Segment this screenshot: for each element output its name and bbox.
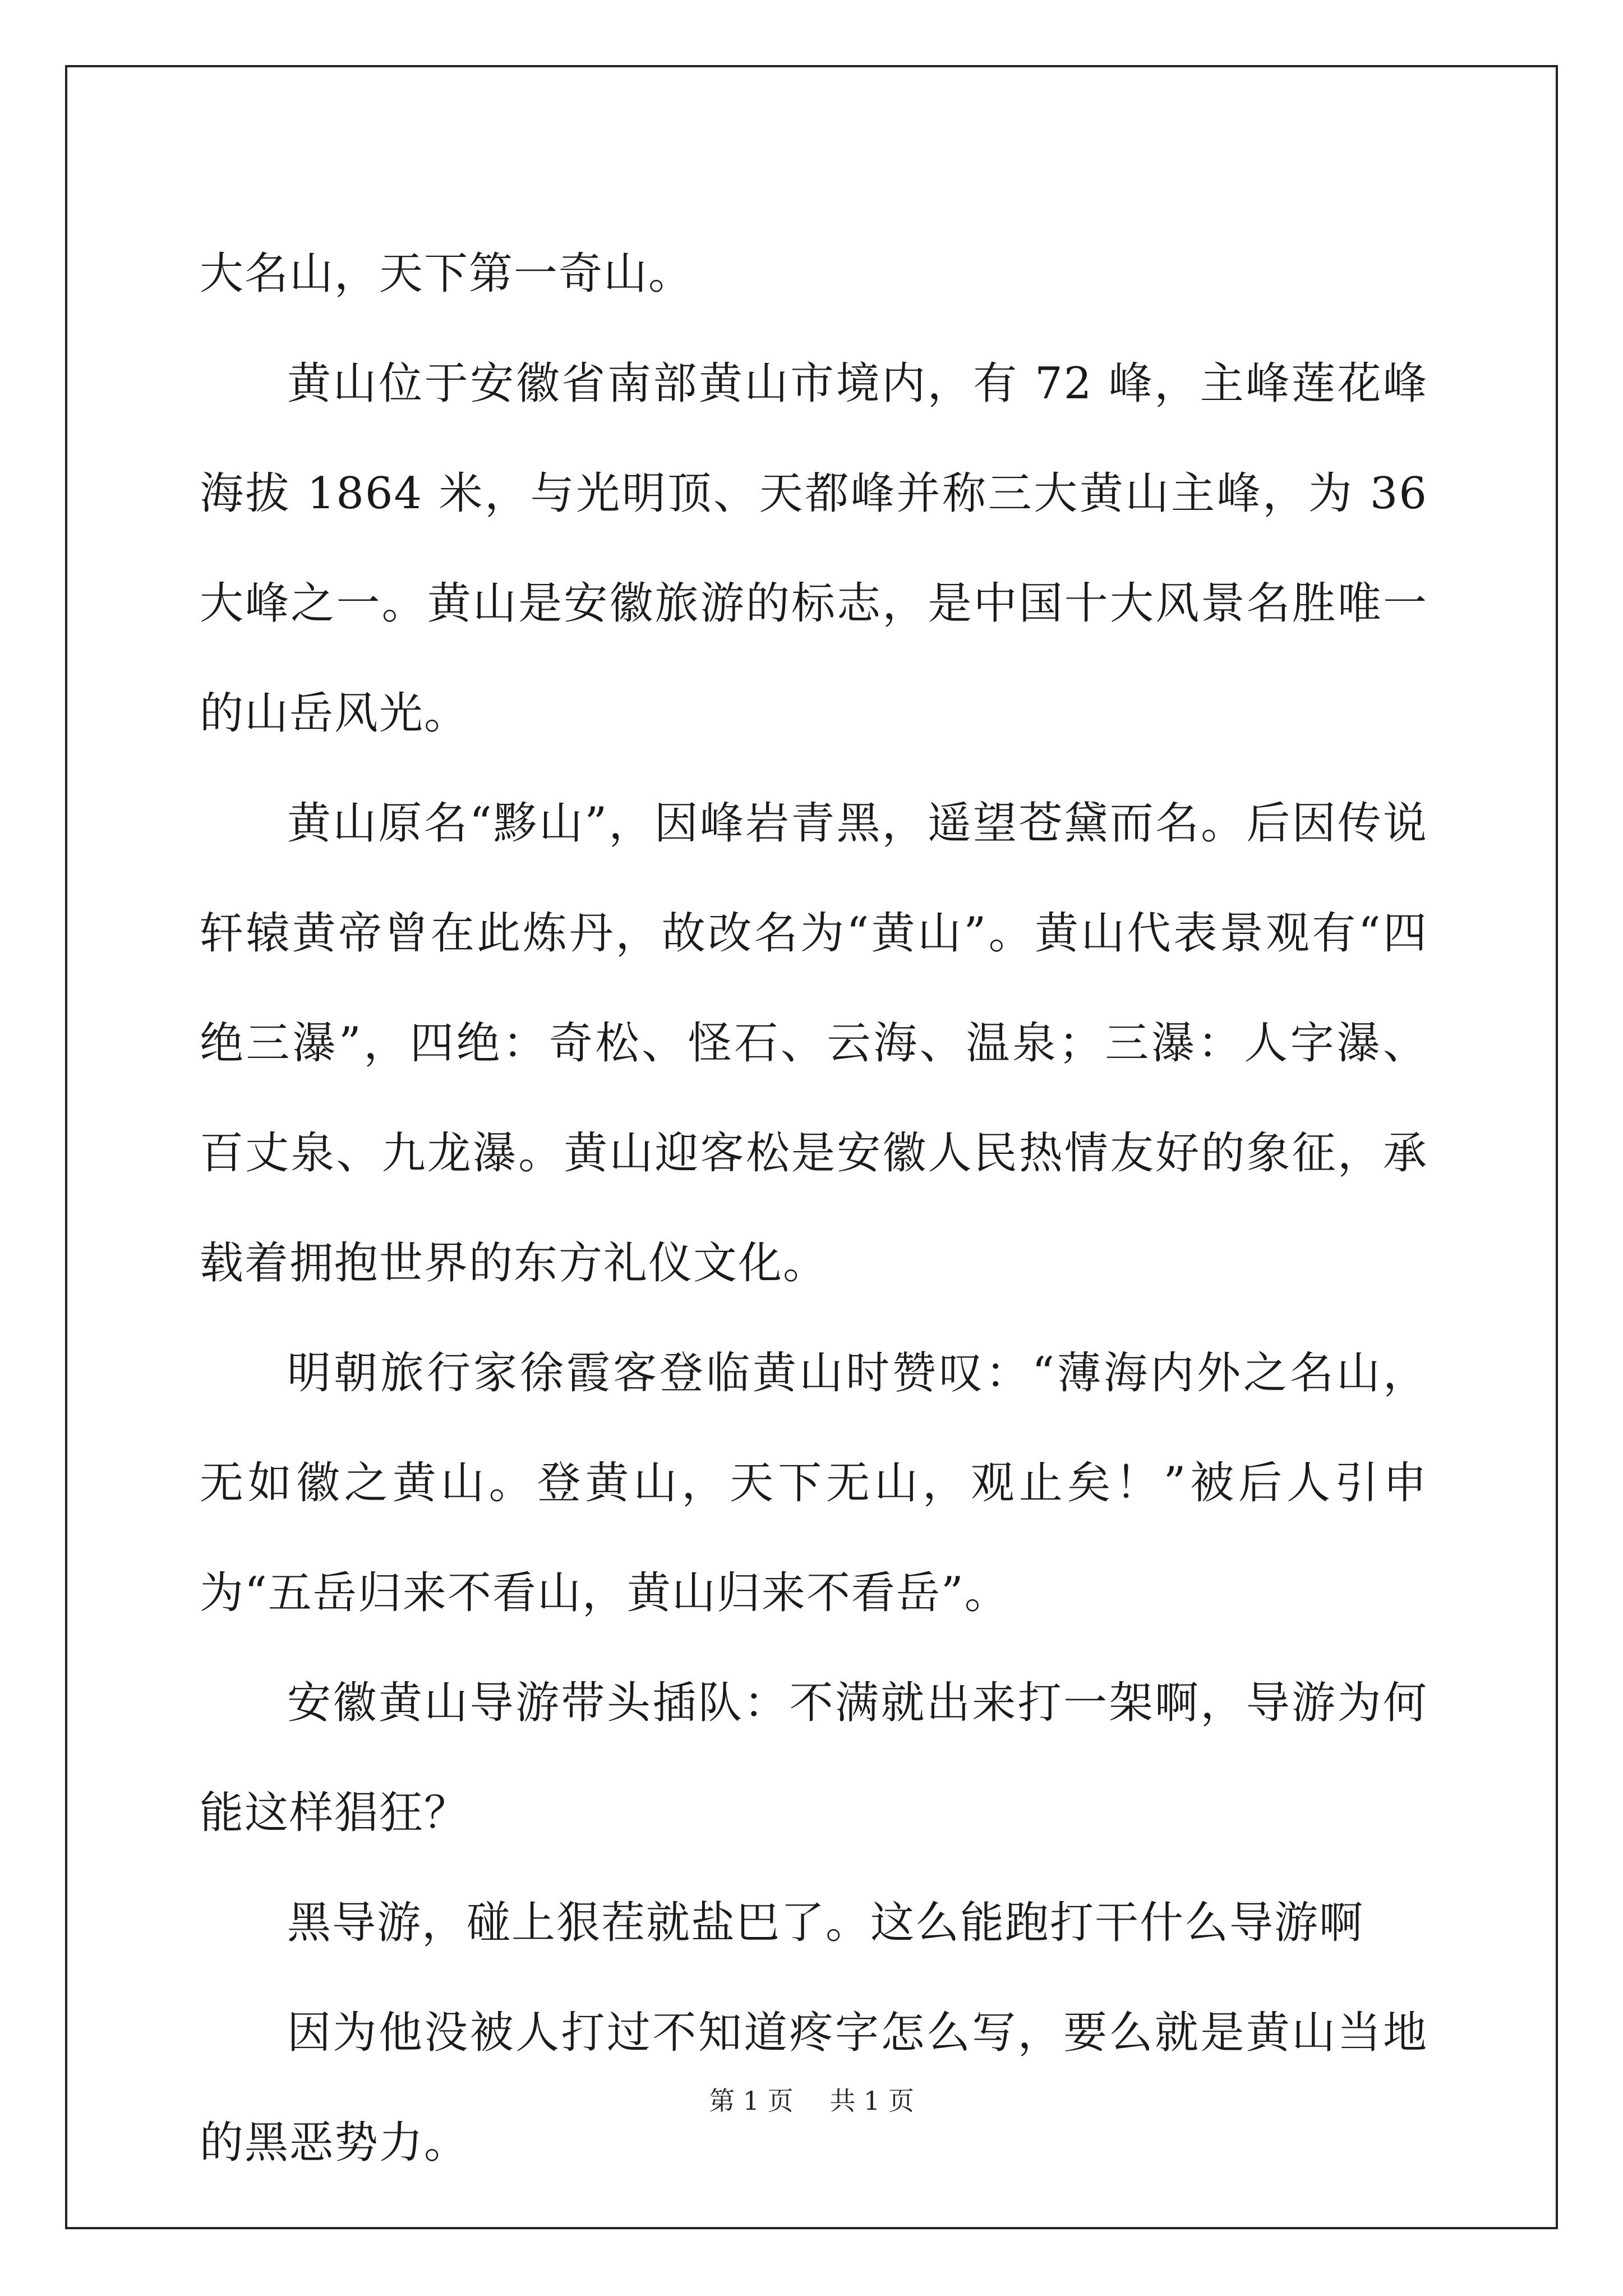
paragraph-2: 黄山位于安徽省南部黄山市境内，有 72 峰，主峰莲花峰海拔 1864 米，与光明顶、天都峰并称三大黄山主峰，为 36 大峰之一。黄山是安徽旅游的标志，是中国十大风景名胜唯一的山岳风光。 xyxy=(200,358,1428,739)
paragraph-4: 明朝旅行家徐霞客登临黄山时赞叹：“薄海内外之名山，无如徽之黄山。登黄山，天下无山，观止矣！”被后人引申为“五岳归来不看山，黄山归来不看岳”。 xyxy=(200,1348,1428,1618)
document-body xyxy=(200,219,1428,2198)
paragraph-7: 因为他没被人打过不知道疼字怎么写，要么就是黄山当地的黑恶势力。 xyxy=(200,2008,1428,2168)
page-total: 共 1 页 xyxy=(829,2086,914,2116)
paragraph-3: 黄山原名“黟山”，因峰岩青黑，遥望苍黛而名。后因传说轩辕黄帝曾在此炼丹，故改名为“黄山”。黄山代表景观有“四绝三瀑”，四绝：奇松、怪石、云海、温泉；三瀑：人字瀑、百丈泉、九龙瀑。黄山迎客松是安徽人民热情友好的象征，承载着拥抱世界的东方礼仪文化。 xyxy=(200,798,1428,1289)
page-number: 第 1 页 xyxy=(709,2086,794,2116)
paragraph-1: 大名山，天下第一奇山。 xyxy=(200,249,694,299)
paragraph-6: 黑导游，碰上狠茬就盐巴了。这么能跑打干什么导游啊 xyxy=(287,1898,1364,1948)
page-footer xyxy=(0,2084,1623,2118)
paragraph-5: 安徽黄山导游带头插队：不满就出来打一架啊，导游为何能这样猖狂？ xyxy=(200,1678,1428,1838)
